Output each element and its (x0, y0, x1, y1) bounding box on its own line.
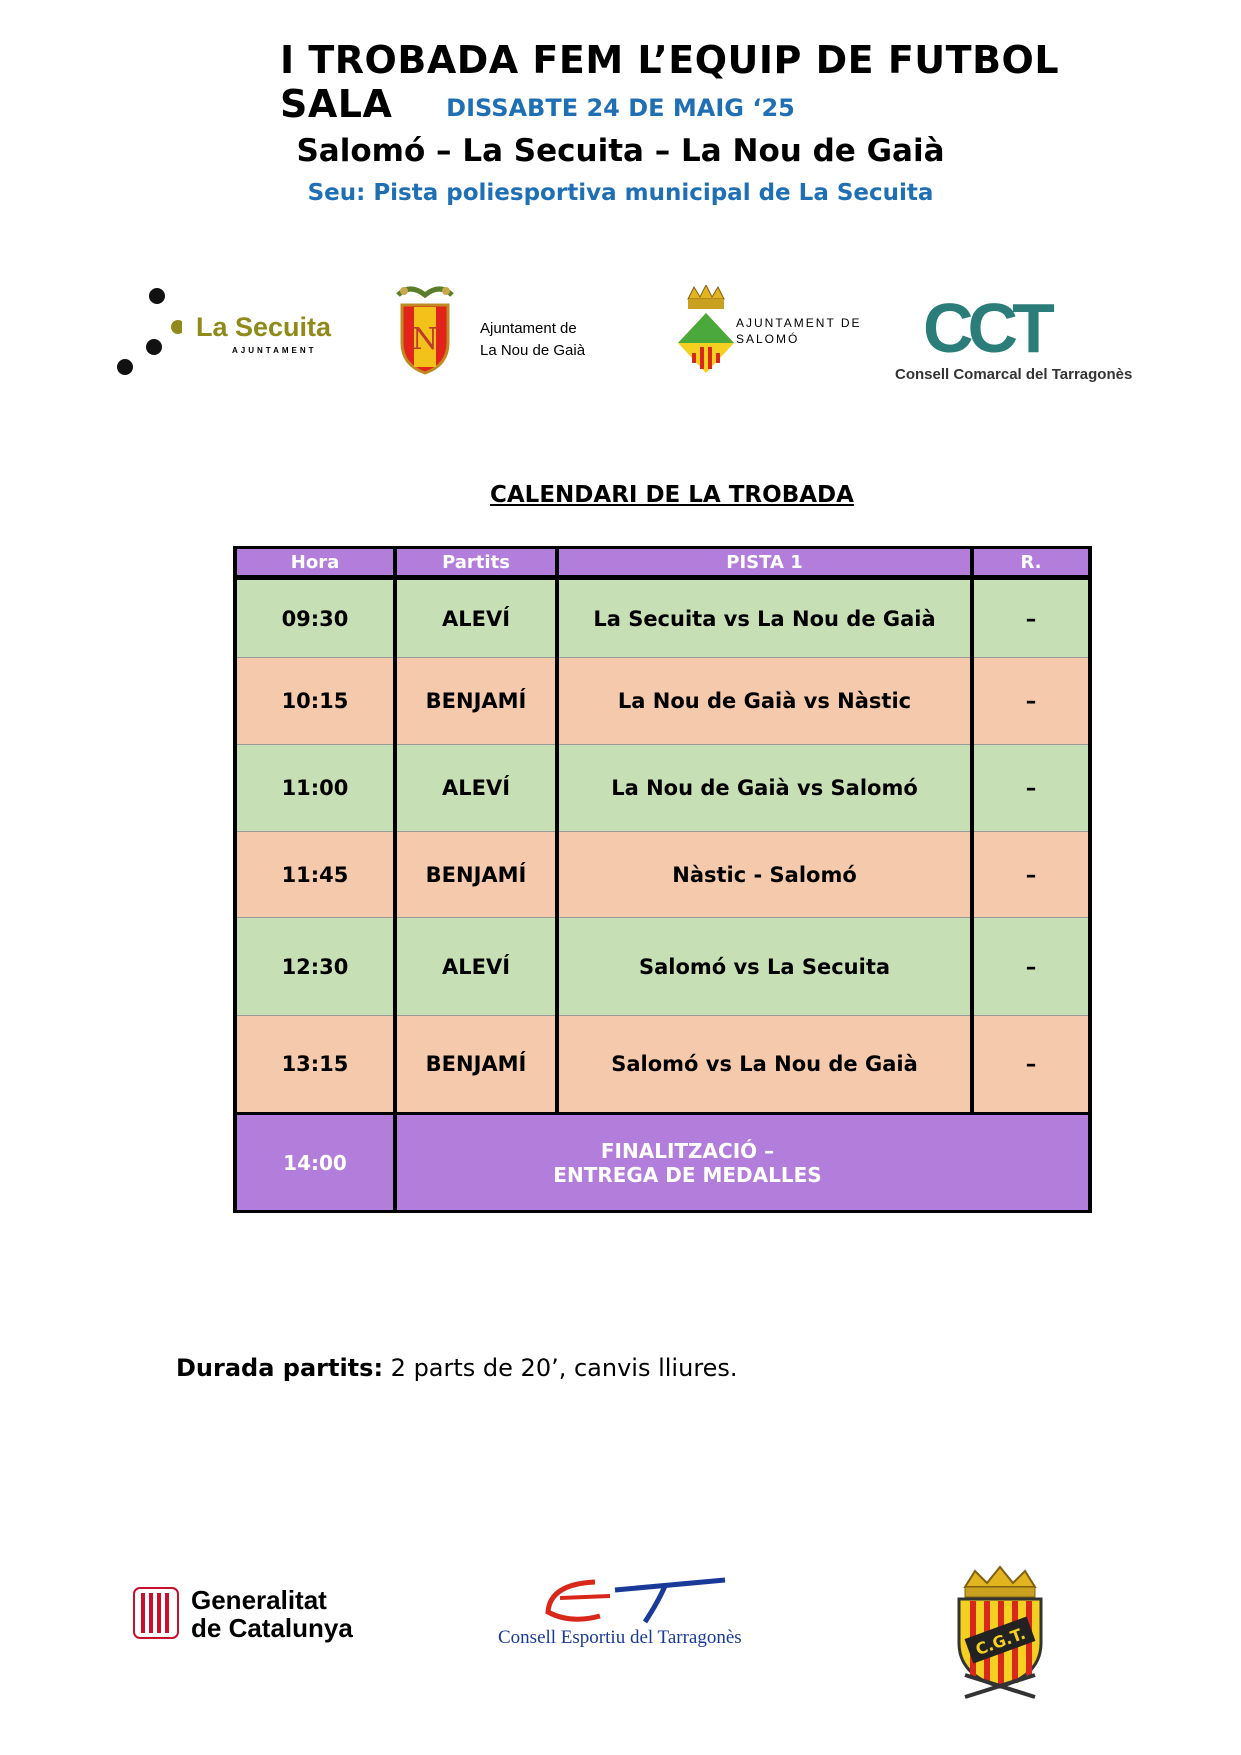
cct-mark: CCT (923, 289, 1049, 367)
nou-gaia-line1: Ajuntament de (480, 320, 577, 337)
row-result: – (972, 578, 1090, 658)
final-hour: 14:00 (235, 1114, 395, 1212)
final-event (395, 1114, 1090, 1212)
match-duration (176, 1354, 738, 1382)
row-result: – (972, 918, 1090, 1016)
participating-towns: Salomó – La Secuita – La Nou de Gaià (296, 133, 945, 169)
row-result: – (972, 1016, 1090, 1114)
col-header-result: R. (972, 548, 1090, 578)
row-match: La Secuita vs La Nou de Gaià (557, 578, 972, 658)
nou-gaia-logo (390, 283, 600, 378)
nou-gaia-shield-icon (390, 283, 460, 378)
col-header-category: Partits (395, 548, 557, 578)
nou-gaia-line2: La Nou de Gaià (480, 342, 586, 359)
salomo-logo (676, 285, 876, 380)
nastic-mark: C.G.T. (973, 1623, 1029, 1660)
generalitat-emblem-icon (133, 1587, 179, 1639)
duration-text: 2 parts de 20’, canvis lliures. (383, 1354, 738, 1382)
table-row (235, 918, 1090, 1016)
dots-icon (112, 285, 182, 385)
generalitat-logo (133, 1585, 393, 1645)
final-line2: ENTREGA DE MEDALLES (553, 1162, 822, 1187)
table-row (235, 578, 1090, 658)
nastic-logo (945, 1565, 1055, 1700)
event-date: DISSABTE 24 DE MAIG ‘25 (446, 94, 795, 122)
generalitat-line1: Generalitat (191, 1585, 327, 1615)
row-hour: 09:30 (235, 578, 395, 658)
row-match: La Nou de Gaià vs Nàstic (557, 658, 972, 745)
final-row (235, 1114, 1090, 1212)
row-hour: 11:00 (235, 745, 395, 832)
row-category: BENJAMÍ (395, 658, 557, 745)
table-row (235, 745, 1090, 832)
row-category: ALEVÍ (395, 578, 557, 658)
calendar-title: CALENDARI DE LA TROBADA (490, 482, 854, 508)
table-row (235, 658, 1090, 745)
table-row (235, 1016, 1090, 1114)
row-match: La Nou de Gaià vs Salomó (557, 745, 972, 832)
schedule-table (233, 546, 1092, 1213)
venue: Seu: Pista poliesportiva municipal de La Secuita (307, 180, 934, 206)
salomo-shield-icon (676, 285, 736, 380)
row-category: BENJAMÍ (395, 1016, 557, 1114)
row-match: Nàstic - Salomó (557, 832, 972, 918)
col-header-hour: Hora (235, 548, 395, 578)
la-secuita-logo (112, 285, 342, 385)
row-hour: 11:45 (235, 832, 395, 918)
row-category: ALEVÍ (395, 918, 557, 1016)
cet-mark: CET (540, 1572, 542, 1573)
cct-caption: Consell Comarcal del Tarragonès (895, 366, 1133, 383)
generalitat-line2: de Catalunya (191, 1613, 353, 1643)
la-secuita-name: La Secuita (196, 312, 332, 342)
table-header-row (235, 548, 1090, 578)
row-result: – (972, 745, 1090, 832)
row-hour: 12:30 (235, 918, 395, 1016)
salomo-line1: AJUNTAMENT DE (736, 316, 862, 330)
row-hour: 10:15 (235, 658, 395, 745)
cet-logo (495, 1572, 765, 1657)
row-category: BENJAMÍ (395, 832, 557, 918)
cct-logo (895, 289, 1135, 386)
nastic-crest-icon (945, 1565, 1055, 1700)
row-result: – (972, 658, 1090, 745)
row-match: Salomó vs La Nou de Gaià (557, 1016, 972, 1114)
cet-caption: Consell Esportiu del Tarragonès (498, 1627, 742, 1648)
table-row (235, 832, 1090, 918)
nou-gaia-emblem-letter: N (411, 322, 439, 357)
page-title: I TROBADA FEM L’EQUIP DE FUTBOL SALA (280, 38, 1060, 126)
final-line1: FINALITZACIÓ – (600, 1138, 775, 1163)
row-hour: 13:15 (235, 1016, 395, 1114)
la-secuita-sub: AJUNTAMENT (232, 346, 317, 355)
duration-label: Durada partits: (176, 1354, 384, 1382)
row-category: ALEVÍ (395, 745, 557, 832)
row-match: Salomó vs La Secuita (557, 918, 972, 1016)
salomo-line2: SALOMÓ (736, 332, 800, 346)
row-result: – (972, 832, 1090, 918)
cet-swoosh-icon (540, 1572, 740, 1627)
col-header-court: PISTA 1 (557, 548, 972, 578)
